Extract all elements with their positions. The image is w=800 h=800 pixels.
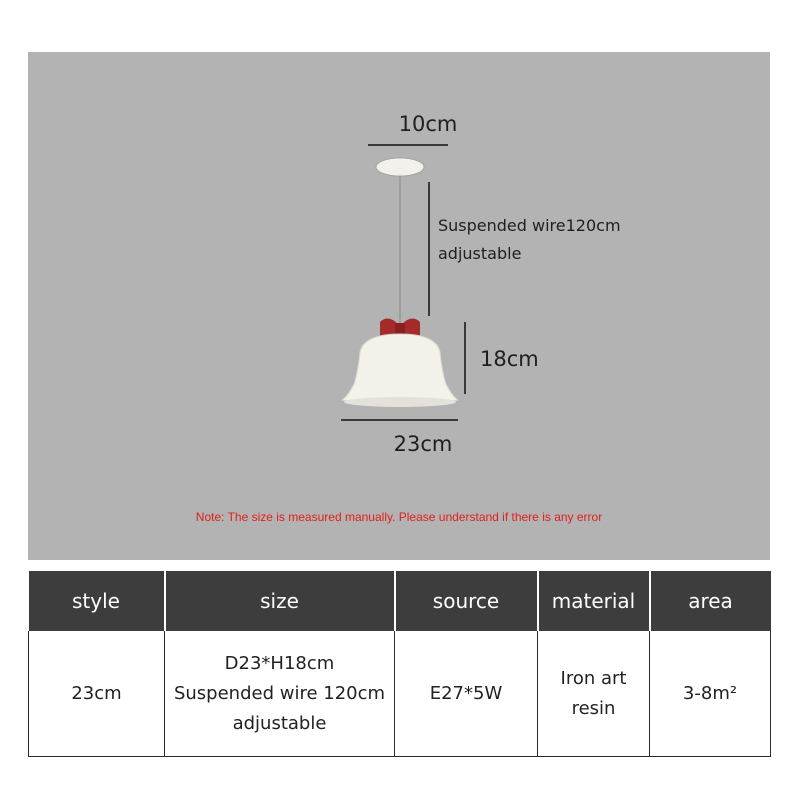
cell-area: 3-8m² [650, 631, 771, 757]
header-source: source [395, 571, 538, 631]
cell-material [538, 631, 650, 757]
header-material: material [538, 571, 650, 631]
shade-rim [344, 397, 456, 407]
product-diagram-panel [28, 52, 770, 560]
wire-length-label [438, 212, 658, 268]
size-line-2: Suspended wire 120cm [173, 682, 386, 704]
top-diameter-label: 10cm [398, 112, 458, 136]
bell-shade [342, 334, 458, 406]
spec-header-row [29, 571, 771, 631]
measurement-note: Note: The size is measured manually. Please understand if there is any error [195, 510, 603, 524]
material-line-1: Iron art [560, 667, 627, 689]
size-line-1: D23*H18cm [224, 652, 335, 674]
header-area: area [650, 571, 771, 631]
cell-style: 23cm [29, 631, 165, 757]
wire-label-line2: adjustable [438, 244, 522, 263]
material-line-2: resin [571, 697, 616, 719]
bow-knot [395, 323, 405, 335]
cell-source: E27*5W [395, 631, 538, 757]
header-style: style [29, 571, 165, 631]
spec-table [28, 571, 771, 757]
spec-value-row [29, 631, 771, 757]
cell-size [165, 631, 395, 757]
header-size: size [165, 571, 395, 631]
height-label: 18cm [480, 347, 539, 371]
size-line-3: adjustable [232, 712, 327, 734]
wire-label-line1: Suspended wire120cm [438, 216, 621, 235]
width-label: 23cm [393, 432, 453, 456]
ceiling-canopy [376, 158, 424, 176]
